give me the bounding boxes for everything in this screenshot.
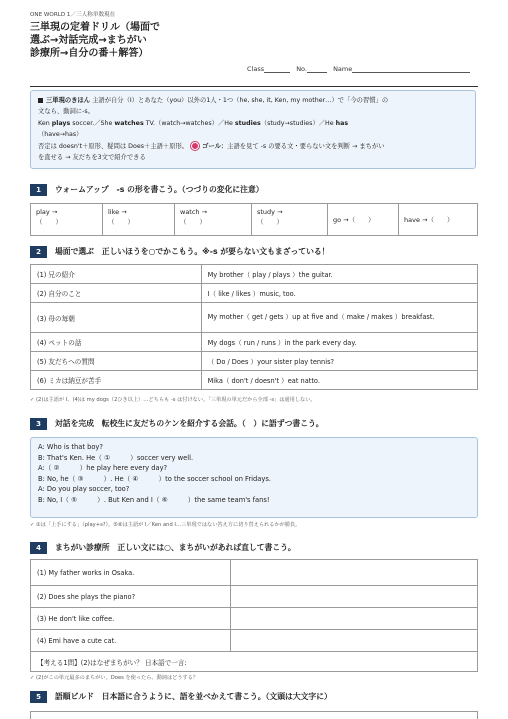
- section-3-number: 3: [30, 418, 47, 430]
- scene-choice-table: [30, 264, 478, 390]
- dialogue-line[interactable]: B: No, I（ ⑤ ）. But Ken and I（ ⑥ ）the same team's fans!: [38, 495, 270, 504]
- section-3-title: 対話を完成 転校生に友だちのケンを紹介する会話。（ ）に語ずつ書こう。: [55, 419, 324, 428]
- header-divider: [30, 86, 478, 87]
- section-5-header: [30, 690, 332, 703]
- section-5-table-edge: [30, 711, 478, 719]
- dialogue-line: A: Do you play soccer, too?: [38, 485, 130, 494]
- section-1-title: ウォームアップ -s の形を書こう。（つづりの変化に注意）: [55, 185, 264, 194]
- info-lead: 三単現のきほん: [46, 97, 91, 104]
- no-label: No.: [296, 65, 307, 73]
- section-4-note: ✓ (2)がこの単元最多のまちがい。Does を使ったら、動詞はどうする？: [30, 675, 199, 681]
- title-line-3: 診療所→自分の番＋解答）: [30, 48, 149, 59]
- section-4-header: [30, 541, 296, 554]
- error-clinic-table: [30, 559, 478, 672]
- section-1-number: 1: [30, 184, 47, 196]
- square-bullet-icon: [38, 98, 43, 103]
- table-row: (4) ペットの話 My dogs（ run / runs ）in the park every day.: [31, 333, 478, 352]
- class-label: Class: [247, 65, 265, 73]
- dialogue-box: [30, 437, 478, 518]
- section-5-title: 語順ビルド 日本語に合うように、語を並べかえて書こう。（文頭は大文字に）: [55, 692, 332, 701]
- warmup-item[interactable]: study → （ ）: [252, 204, 328, 235]
- info-line-2: 文なら、動詞に-s。: [38, 108, 94, 116]
- title-line-2: 選ぶ→対話完成→まちがい: [30, 35, 147, 46]
- grammar-info-box: [30, 90, 476, 169]
- section-3-note: ✓ ①は「上手にする」（play+s?）。⑤⑥は主語が I／Ken and I…三単現ではない答え方に切り替えられるかが勝負。: [30, 522, 301, 528]
- title-line-1: 三単現の定着ドリル（場面で: [30, 22, 160, 33]
- table-row: (5) 友だちへの質問 （ Do / Does ）your sister play tennis?: [31, 352, 478, 371]
- table-row: (3) He don't like coffee.: [31, 608, 478, 630]
- section-4-title: まちがい診療所 正しい文には○、まちがいがあれば直して書こう。: [55, 543, 296, 552]
- warmup-item[interactable]: have →（ ）: [404, 215, 454, 224]
- table-row: (2) 自分のこと I（ like / likes ）music, too.: [31, 284, 478, 303]
- warmup-item[interactable]: play → （ ）: [31, 204, 103, 235]
- dialogue-line[interactable]: A:（ ② ）he play here every day?: [38, 464, 168, 473]
- correction-field[interactable]: [230, 630, 477, 652]
- table-row: (1) 兄の紹介 My brother（ play / plays ）the guitar.: [31, 265, 478, 284]
- correction-field[interactable]: [230, 560, 477, 586]
- correction-field[interactable]: [230, 586, 477, 608]
- dialogue-line[interactable]: B: That's Ken. He（ ① ）soccer very well.: [38, 453, 194, 462]
- number-field[interactable]: [307, 65, 327, 73]
- dialogue-line: A: Who is that boy?: [38, 443, 103, 451]
- correction-field[interactable]: [230, 608, 477, 630]
- warmup-item[interactable]: watch → （ ）: [175, 204, 252, 235]
- section-1-header: [30, 183, 264, 196]
- warmup-item[interactable]: go →（ ）: [328, 204, 399, 235]
- dialogue-line[interactable]: B: No, he（ ③ ）. He（ ④ ）to the soccer school on Fridays.: [38, 474, 271, 483]
- section-2-number: 2: [30, 246, 47, 258]
- warmup-grid: [30, 203, 478, 236]
- table-row: (1) My father works in Osaka.: [31, 560, 478, 586]
- section-2-header: [30, 245, 329, 258]
- section-2-title: 場面で選ぶ 正しいほうを○でかこもう。※-s が要らない文もまざっている！: [55, 247, 330, 256]
- section-5-number: 5: [30, 691, 47, 703]
- name-field[interactable]: [352, 65, 470, 73]
- student-info-line: [247, 65, 470, 73]
- info-line-6: を直せる → 友だちを3文で紹介できる: [38, 154, 146, 162]
- series-label: ONE WORLD 1／三人称単数現在: [30, 12, 116, 18]
- table-row: (3) 母の毎朝 My mother（ get / gets ）up at five and（ make / makes ）breakfast.: [31, 303, 478, 333]
- table-row: (2) Does she plays the piano?: [31, 586, 478, 608]
- table-row: (6) ミカは納豆が苦手 Mika（ don't / doesn't ）eat natto.: [31, 371, 478, 390]
- table-row: (4) Emi have a cute cat.: [31, 630, 478, 652]
- info-line-5: 否定は doesn't＋原形、疑問は Does＋主語＋原形。 ゴール：主語を見て -s の要る文・要らない文を判断 → まちがい: [38, 142, 385, 150]
- worksheet-title: [30, 21, 270, 60]
- info-line-1: 主語が自分（I）とあなた（you）以外の1人・1つ（he, she, it, Ken, my mother…）で「今の習慣」の: [92, 97, 389, 104]
- section-2-note: ✓ (2)は主語が I、(4)は my dogs（2ひき以上）…どちらも -s は付けない。「三単現の単元だから全部 -s」は通用しない。: [30, 397, 316, 403]
- section-3-header: [30, 417, 324, 430]
- section-4-number: 4: [30, 542, 47, 554]
- class-field[interactable]: [264, 65, 290, 73]
- name-label: Name: [333, 65, 353, 73]
- info-line-4: （have→has）: [38, 131, 83, 139]
- info-line-3: Ken plays soccer.／She watches TV.（watch→watches）／He studies（study→studies）／He has: [38, 119, 349, 127]
- warmup-item[interactable]: like → （ ）: [103, 204, 175, 235]
- target-icon: [191, 142, 199, 150]
- table-row: 【考える1問】(2)はなぜまちがい？ 日本語で一言:: [31, 652, 478, 672]
